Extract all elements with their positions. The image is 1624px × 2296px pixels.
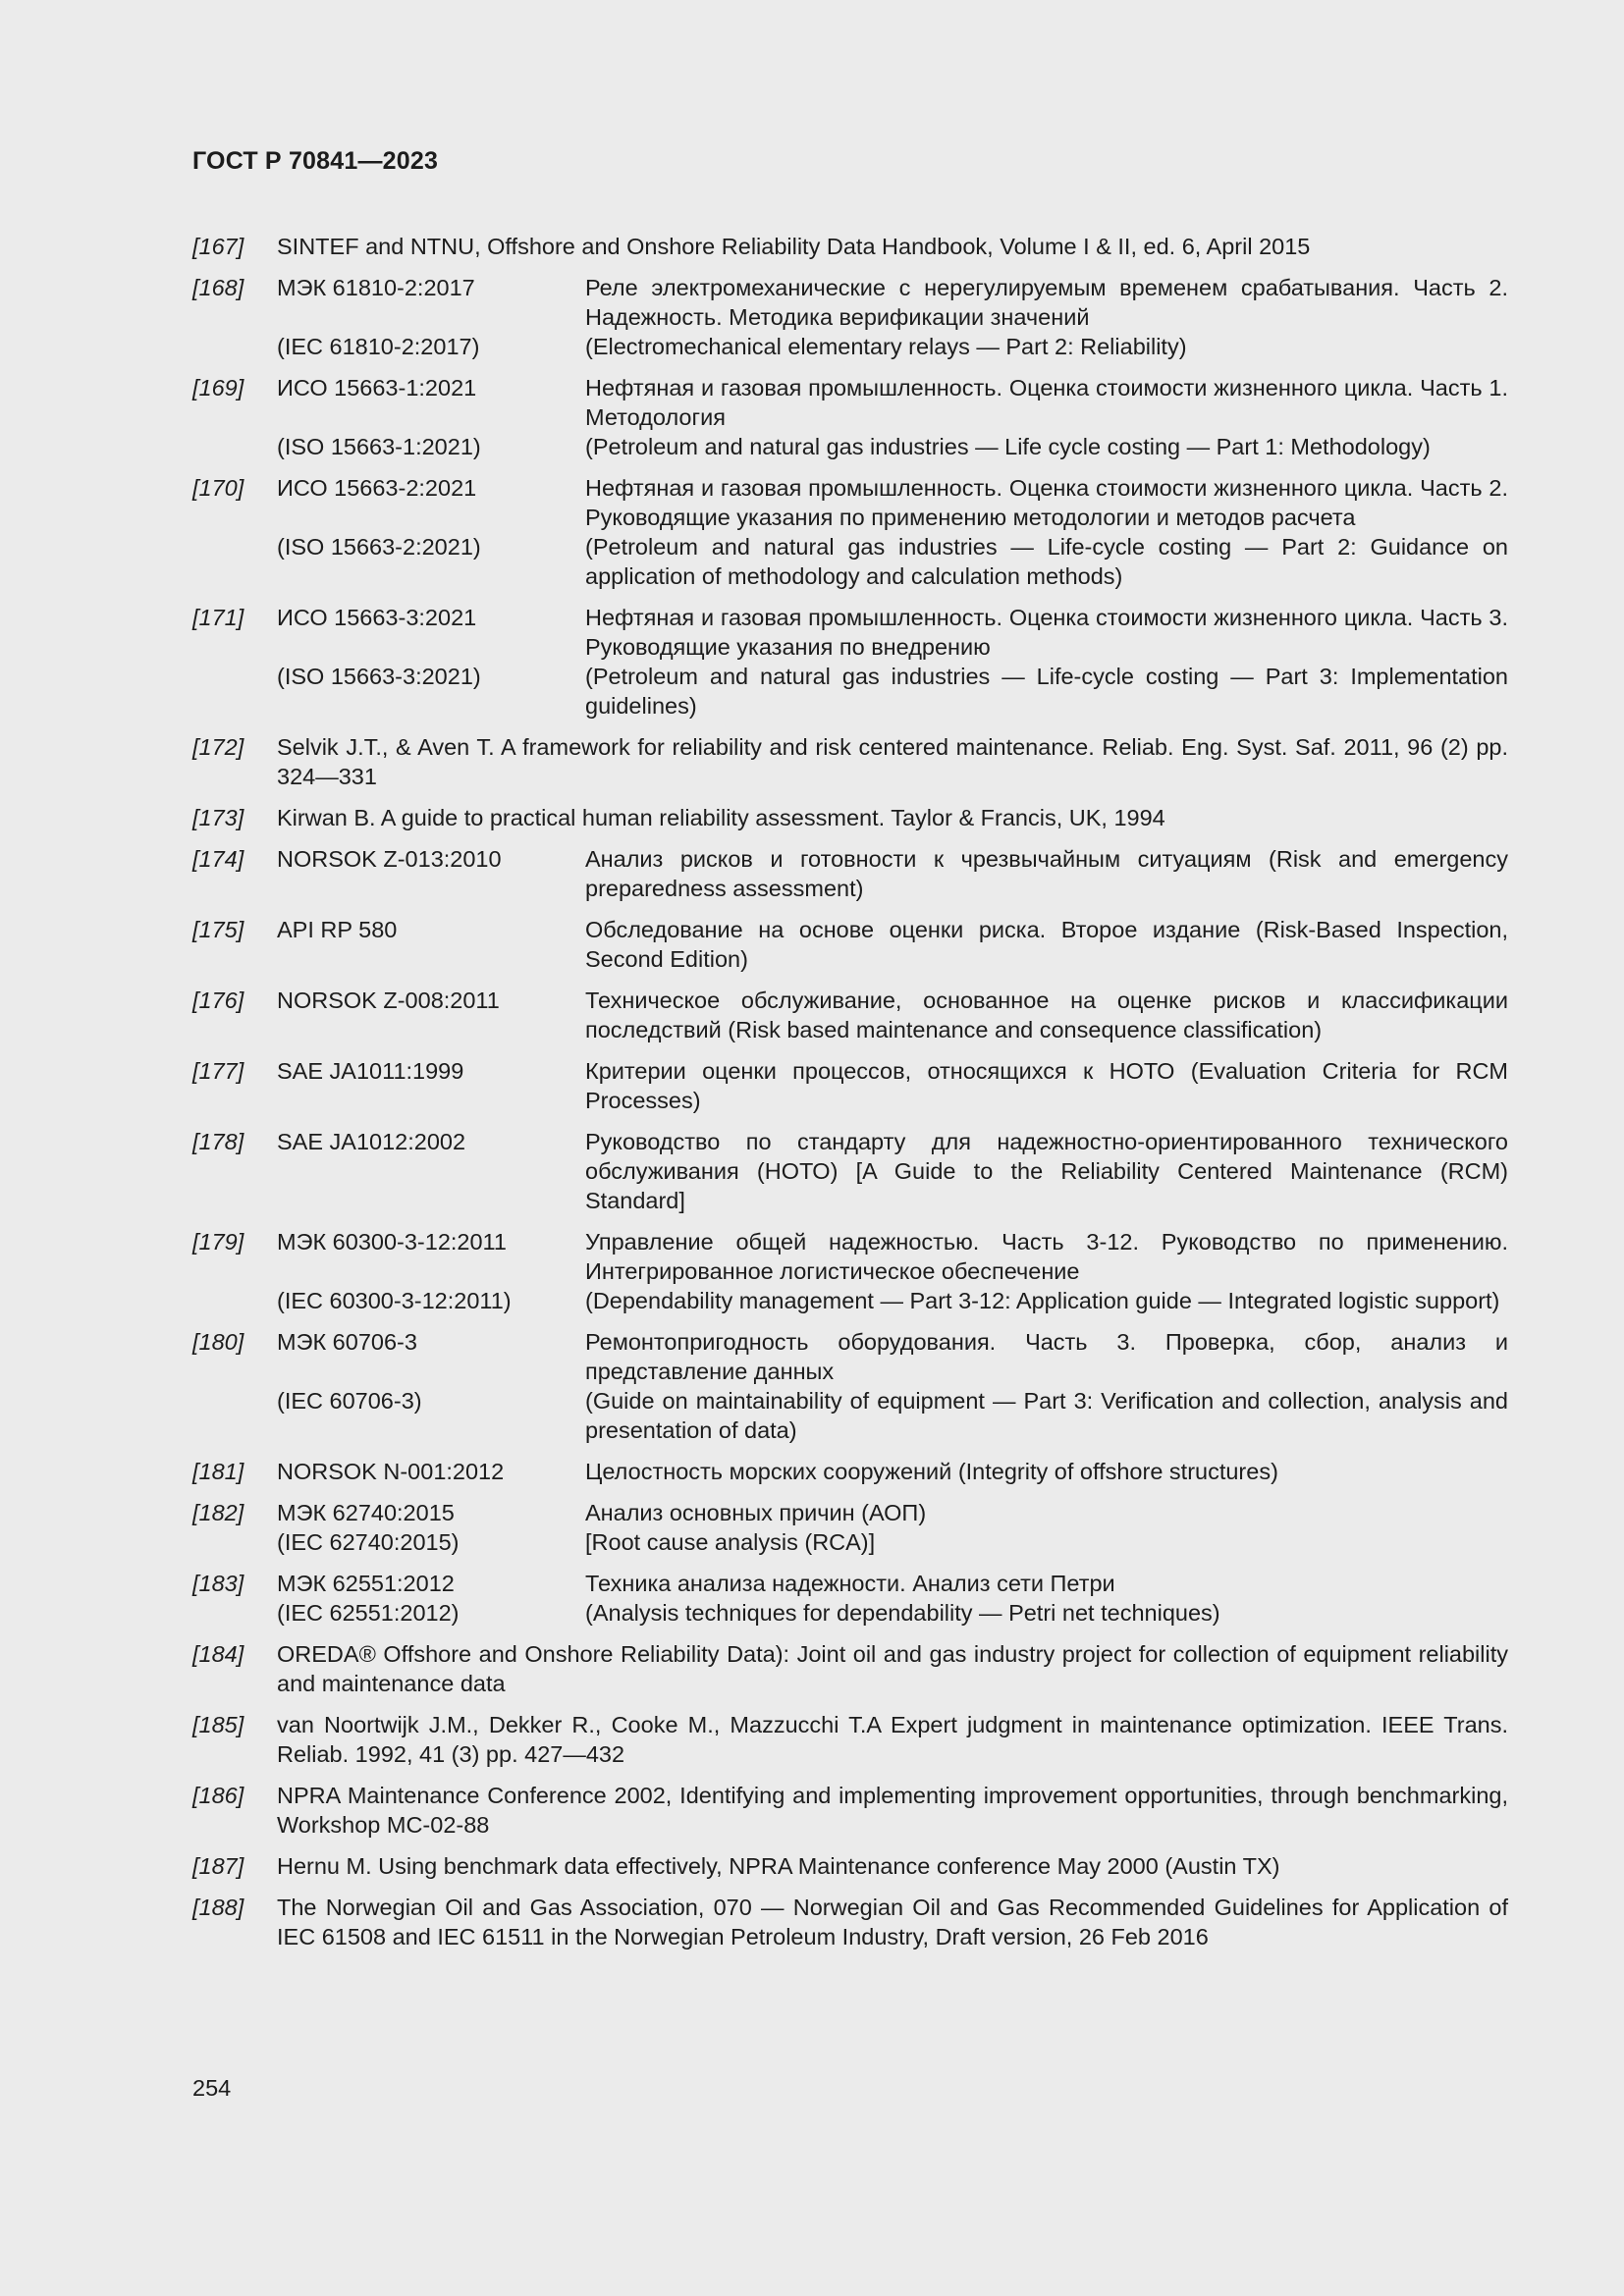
standard-title: (Analysis techniques for dependability — Petri net techniques) (585, 1600, 1220, 1626)
reference-text: SINTEF and NTNU, Offshore and Onshore Reliability Data Handbook, Volume I & II, ed. 6, April 2015 (277, 234, 1311, 259)
standard-code: МЭК 62551:2012 (277, 1571, 455, 1596)
reference-entry (192, 273, 1508, 361)
reference-number-spacer (192, 662, 277, 721)
reference-number: [186] (192, 1783, 244, 1808)
standard-code: (IEC 60706-3) (277, 1388, 422, 1414)
reference-entry (192, 1056, 1508, 1115)
standard-code: (ISO 15663-2:2021) (277, 534, 481, 560)
reference-entry (192, 986, 1508, 1044)
standard-code: МЭК 60706-3 (277, 1329, 417, 1355)
reference-number: [182] (192, 1500, 244, 1525)
standard-title: (Petroleum and natural gas industries — Life cycle costing — Part 1: Methodology) (585, 434, 1431, 459)
standard-title: (Petroleum and natural gas industries — Life-cycle costing — Part 2: Guidance on application of methodology and calculation methods) (585, 534, 1508, 589)
reference-number: [176] (192, 988, 244, 1013)
standard-title: (Petroleum and natural gas industries — Life-cycle costing — Part 3: Implementation guidelines) (585, 664, 1508, 719)
standard-code: (IEC 62740:2015) (277, 1529, 460, 1555)
reference-entry (192, 915, 1508, 974)
standard-title: Нефтяная и газовая промышленность. Оценка стоимости жизненного цикла. Часть 1. Методология (585, 375, 1508, 430)
reference-entry (192, 1710, 1508, 1769)
reference-entry (192, 1893, 1508, 1951)
standard-title: Обследование на основе оценки риска. Второе издание (Risk-Based Inspection, Second Edition) (585, 917, 1508, 972)
reference-number: [183] (192, 1571, 244, 1596)
reference-number-spacer (192, 1598, 277, 1628)
standard-code: NORSOK Z-013:2010 (277, 846, 502, 872)
standard-code: NORSOK N-001:2012 (277, 1459, 505, 1484)
standard-title: Анализ основных причин (АОП) (585, 1500, 927, 1525)
page-number: 254 (192, 2075, 232, 2101)
reference-text: Selvik J.T., & Aven T. A framework for reliability and risk centered maintenance. Reliab. Eng. Syst. Saf. 2011, 96 (2) pp. 324—331 (277, 734, 1508, 789)
reference-entry (192, 232, 1508, 261)
reference-entry (192, 732, 1508, 791)
reference-number: [177] (192, 1058, 244, 1084)
reference-entry (192, 844, 1508, 903)
standard-title: Ремонтопригодность оборудования. Часть 3. Проверка, сбор, анализ и представление данных (585, 1329, 1508, 1384)
reference-entry (192, 1851, 1508, 1881)
standard-code: (IEC 62551:2012) (277, 1600, 460, 1626)
reference-number: [174] (192, 846, 244, 872)
reference-entry (192, 1327, 1508, 1445)
standard-code: ИСО 15663-3:2021 (277, 605, 477, 630)
reference-text: NPRA Maintenance Conference 2002, Identifying and implementing improvement opportunities, through benchmarking, Workshop MC-02-88 (277, 1783, 1508, 1838)
standard-title: (Dependability management — Part 3-12: Application guide — Integrated logistic support) (585, 1288, 1500, 1313)
standard-code: ИСО 15663-2:2021 (277, 475, 477, 501)
reference-number: [173] (192, 805, 244, 830)
standard-title: (Electromechanical elementary relays — Part 2: Reliability) (585, 334, 1187, 359)
standard-title: (Guide on maintainability of equipment — Part 3: Verification and collection, analysis and presentation of data) (585, 1388, 1508, 1443)
reference-number: [170] (192, 475, 244, 501)
standard-title: Управление общей надежностью. Часть 3-12. Руководство по применению. Интегрированное логистическое обеспечение (585, 1229, 1508, 1284)
standard-title: [Root cause analysis (RCA)] (585, 1529, 876, 1555)
standard-code: (ISO 15663-1:2021) (277, 434, 481, 459)
reference-number: [180] (192, 1329, 244, 1355)
reference-number: [188] (192, 1895, 244, 1920)
reference-entry (192, 373, 1508, 461)
standard-title: Целостность морских сооружений (Integrity of offshore structures) (585, 1459, 1278, 1484)
reference-number: [185] (192, 1712, 244, 1737)
reference-number: [181] (192, 1459, 244, 1484)
reference-text: Kirwan B. A guide to practical human reliability assessment. Taylor & Francis, UK, 1994 (277, 805, 1165, 830)
reference-entry (192, 603, 1508, 721)
reference-number: [167] (192, 234, 244, 259)
document-header-title: ГОСТ Р 70841—2023 (192, 147, 439, 175)
reference-number-spacer (192, 1386, 277, 1445)
standard-code: (IEC 61810-2:2017) (277, 334, 480, 359)
reference-text: The Norwegian Oil and Gas Association, 070 — Norwegian Oil and Gas Recommended Guidelines for Application of IEC 61508 and IEC 61511 in the Norwegian Petroleum Industry, Draft version, 26 Feb 2016 (277, 1895, 1508, 1949)
standard-title: Техника анализа надежности. Анализ сети Петри (585, 1571, 1115, 1596)
reference-number: [172] (192, 734, 244, 760)
standard-title: Нефтяная и газовая промышленность. Оценка стоимости жизненного цикла. Часть 3. Руководящие указания по внедрению (585, 605, 1508, 660)
standard-code: SAE JA1011:1999 (277, 1058, 464, 1084)
reference-entry (192, 1781, 1508, 1840)
reference-entry (192, 1498, 1508, 1557)
standard-code: (ISO 15663-3:2021) (277, 664, 481, 689)
reference-number: [169] (192, 375, 244, 400)
references-list (192, 232, 1508, 1963)
standard-code: SAE JA1012:2002 (277, 1129, 466, 1154)
reference-number-spacer (192, 332, 277, 361)
reference-number: [184] (192, 1641, 244, 1667)
standard-title: Реле электромеханические с нерегулируемым временем срабатывания. Часть 2. Надежность. Методика верификации значений (585, 275, 1508, 330)
reference-entry (192, 1127, 1508, 1215)
reference-entry (192, 473, 1508, 591)
standard-code: МЭК 62740:2015 (277, 1500, 455, 1525)
standard-title: Техническое обслуживание, основанное на оценке рисков и классификации последствий (Risk based maintenance and consequence classification) (585, 988, 1508, 1042)
reference-number: [178] (192, 1129, 244, 1154)
standard-code: МЭК 61810-2:2017 (277, 275, 475, 300)
reference-entry (192, 1639, 1508, 1698)
reference-entry (192, 1569, 1508, 1628)
reference-number: [171] (192, 605, 244, 630)
reference-entry (192, 803, 1508, 832)
reference-number: [179] (192, 1229, 244, 1255)
reference-number: [168] (192, 275, 244, 300)
reference-text: Hernu M. Using benchmark data effectively, NPRA Maintenance conference May 2000 (Austin TX) (277, 1853, 1280, 1879)
reference-entry (192, 1457, 1508, 1486)
reference-number-spacer (192, 1286, 277, 1315)
reference-number: [187] (192, 1853, 244, 1879)
standard-code: МЭК 60300-3-12:2011 (277, 1229, 507, 1255)
standard-title: Критерии оценки процессов, относящихся к НОТО (Evaluation Criteria for RCM Processes) (585, 1058, 1508, 1113)
reference-number-spacer (192, 432, 277, 461)
reference-text: OREDA® Offshore and Onshore Reliability Data): Joint oil and gas industry project for collection of equipment reliability and maintenance data (277, 1641, 1508, 1696)
standard-title: Руководство по стандарту для надежностно-ориентированного технического обслуживания (НОТО) [A Guide to the Reliability Centered Maintenance (RCM) Standard] (585, 1129, 1508, 1213)
standard-code: API RP 580 (277, 917, 398, 942)
reference-number: [175] (192, 917, 244, 942)
standard-title: Нефтяная и газовая промышленность. Оценка стоимости жизненного цикла. Часть 2. Руководящие указания по применению методологии и методов расчета (585, 475, 1508, 530)
standard-code: NORSOK Z-008:2011 (277, 988, 500, 1013)
reference-text: van Noortwijk J.M., Dekker R., Cooke M., Mazzucchi T.A Expert judgment in maintenance optimization. IEEE Trans. Reliab. 1992, 41 (3) pp. 427—432 (277, 1712, 1508, 1767)
reference-number-spacer (192, 532, 277, 591)
standard-title: Анализ рисков и готовности к чрезвычайным ситуациям (Risk and emergency preparedness assessment) (585, 846, 1508, 901)
reference-number-spacer (192, 1527, 277, 1557)
standard-code: (IEC 60300-3-12:2011) (277, 1288, 512, 1313)
standard-code: ИСО 15663-1:2021 (277, 375, 477, 400)
reference-entry (192, 1227, 1508, 1315)
